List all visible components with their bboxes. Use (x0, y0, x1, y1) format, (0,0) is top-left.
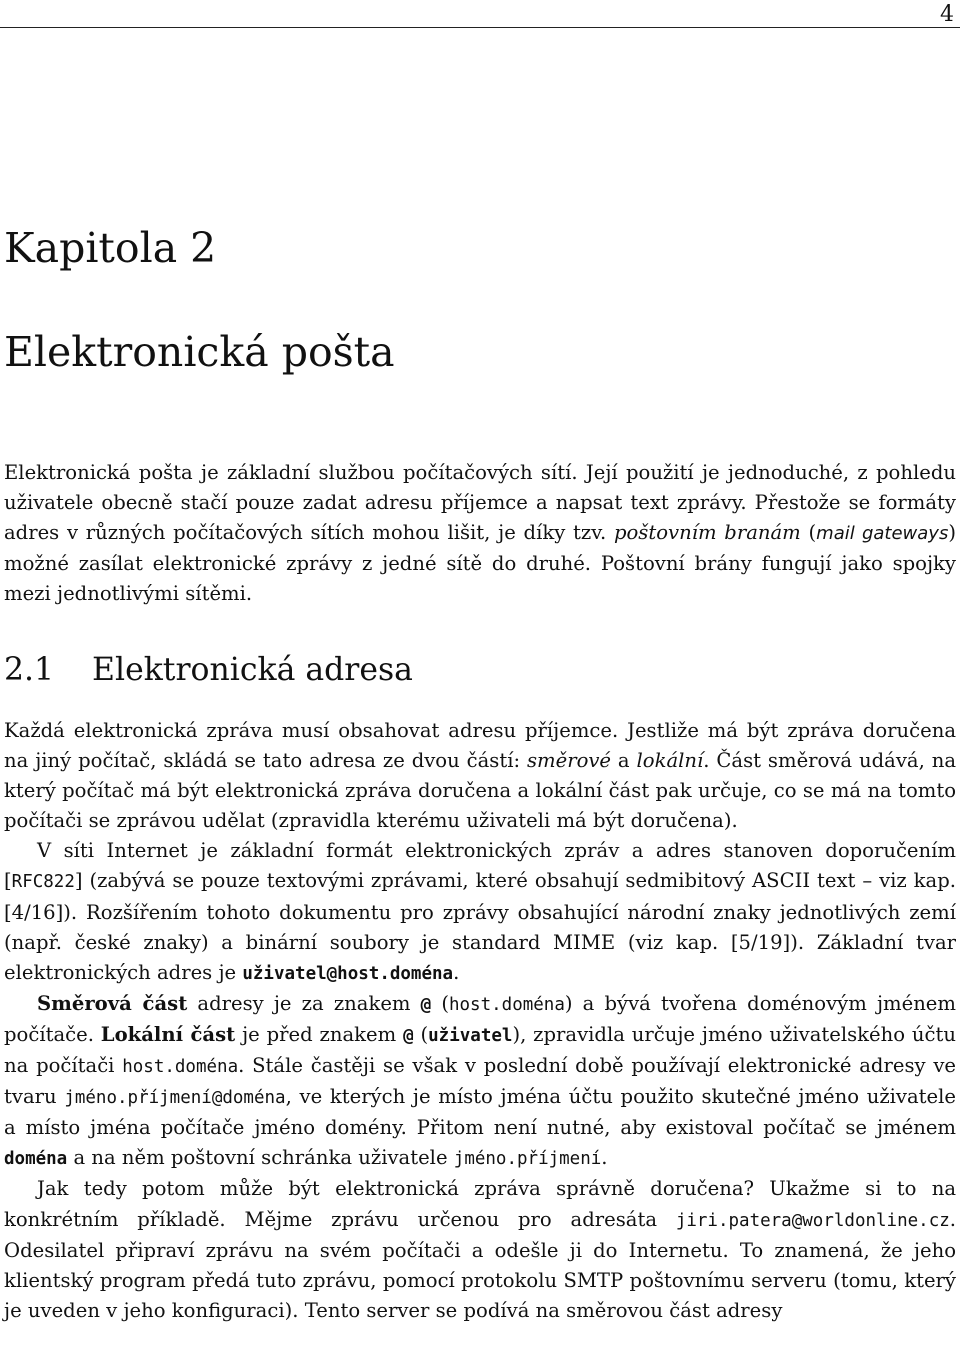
paragraph-address-structure: Směrová část adresy je za znakem @ (host.doména) a bývá tvořena doménovým jménem počítače. Lokální část je před znakem @ (uživatel), zpravidla určuje jméno uživatelského účtu na počítači host.doména. Stále častěji se však v poslední době používají elektronické adresy ve tvaru jméno.příjmení@doména, ve kterých je místo jména účtu použito skutečné jméno uživatele a místo jména počítače jméno domény. Přitom není nutné, aby existoval počítač se jménem doména a na něm poštovní schránka uživatele jméno.příjmení. (4, 991, 957, 1170)
section-title: Elektronická adresa (92, 652, 413, 688)
paragraph-rfc822: V síti Internet je základní formát elektronických zpráv a adres stanoven doporučením [RFC822] (zabývá se pouze textovými zprávami, které obsahují sedmibitový ASCII text – viz kap. [4/16]). Rozšířením tohoto dokumentu pro zprávy obsahující národní znaky jednotlivých zemí (např. české znaky) a binární soubory je standard MIME (viz kap. [5/19]). Základní tvar elektronických adres je uživatel@host.doména. (4, 839, 956, 984)
address-format: uživatel@host.doména (242, 963, 454, 984)
section-heading (4, 652, 413, 688)
chapter-title: Elektronická pošta (4, 328, 395, 376)
intro-paragraph: Elektronická pošta je základní službou počítačových sítí. Její použití je jednoduché, z pohledu uživatele obecně stačí pouze zadat adresu příjemce a napsat text zprávy. Přestože se formáty adres v různých počítačových sítích mohou lišit, je díky tzv. poštovním branám (mail gateways) možné zasílat elektronické zprávy z jedné sítě do druhé. Poštovní brány fungují jako spojky mezi jednotlivými sítěmi. (4, 461, 956, 606)
example-address: jiri.patera@worldonline.cz (675, 1210, 950, 1231)
paragraph-address-parts: Každá elektronická zpráva musí obsahovat adresu příjemce. Jestliže má být zpráva doručena na jiný počítač, skládá se tato adresa ze dvou částí: směrové a lokální. Část směrová udává, na který počítač má být elektronická zpráva doručena a lokální část pak určuje, co se má na tomto počítači se zprávou udělat (zpravidla kterému uživateli má být doručena). (4, 719, 956, 833)
english-term: mail gateways (816, 523, 949, 545)
paragraph-delivery-example: Jak tedy potom může být elektronická zpráva správně doručena? Ukažme si to na konkrétním příkladě. Mějme zprávu určenou pro adresáta jiri.patera@worldonline.cz. Odesilatel připraví zprávu na svém počítači a odešle ji do Internetu. To znamená, že jeho klientský program předá tuto zprávu, pomocí protokolu SMTP poštovnímu serveru (tomu, který je uveden v jeho konfiguraci). Tento server se podívá na směrovou část adresy (4, 1177, 956, 1322)
page-number: 4 (940, 2, 954, 27)
section-body (4, 716, 956, 1326)
section-number: 2.1 (4, 652, 55, 688)
rfc-reference: RFC822 (11, 872, 75, 893)
chapter-label: Kapitola 2 (4, 224, 217, 272)
header-rule (0, 27, 960, 28)
emphasis-term: poštovním branám (613, 521, 801, 545)
